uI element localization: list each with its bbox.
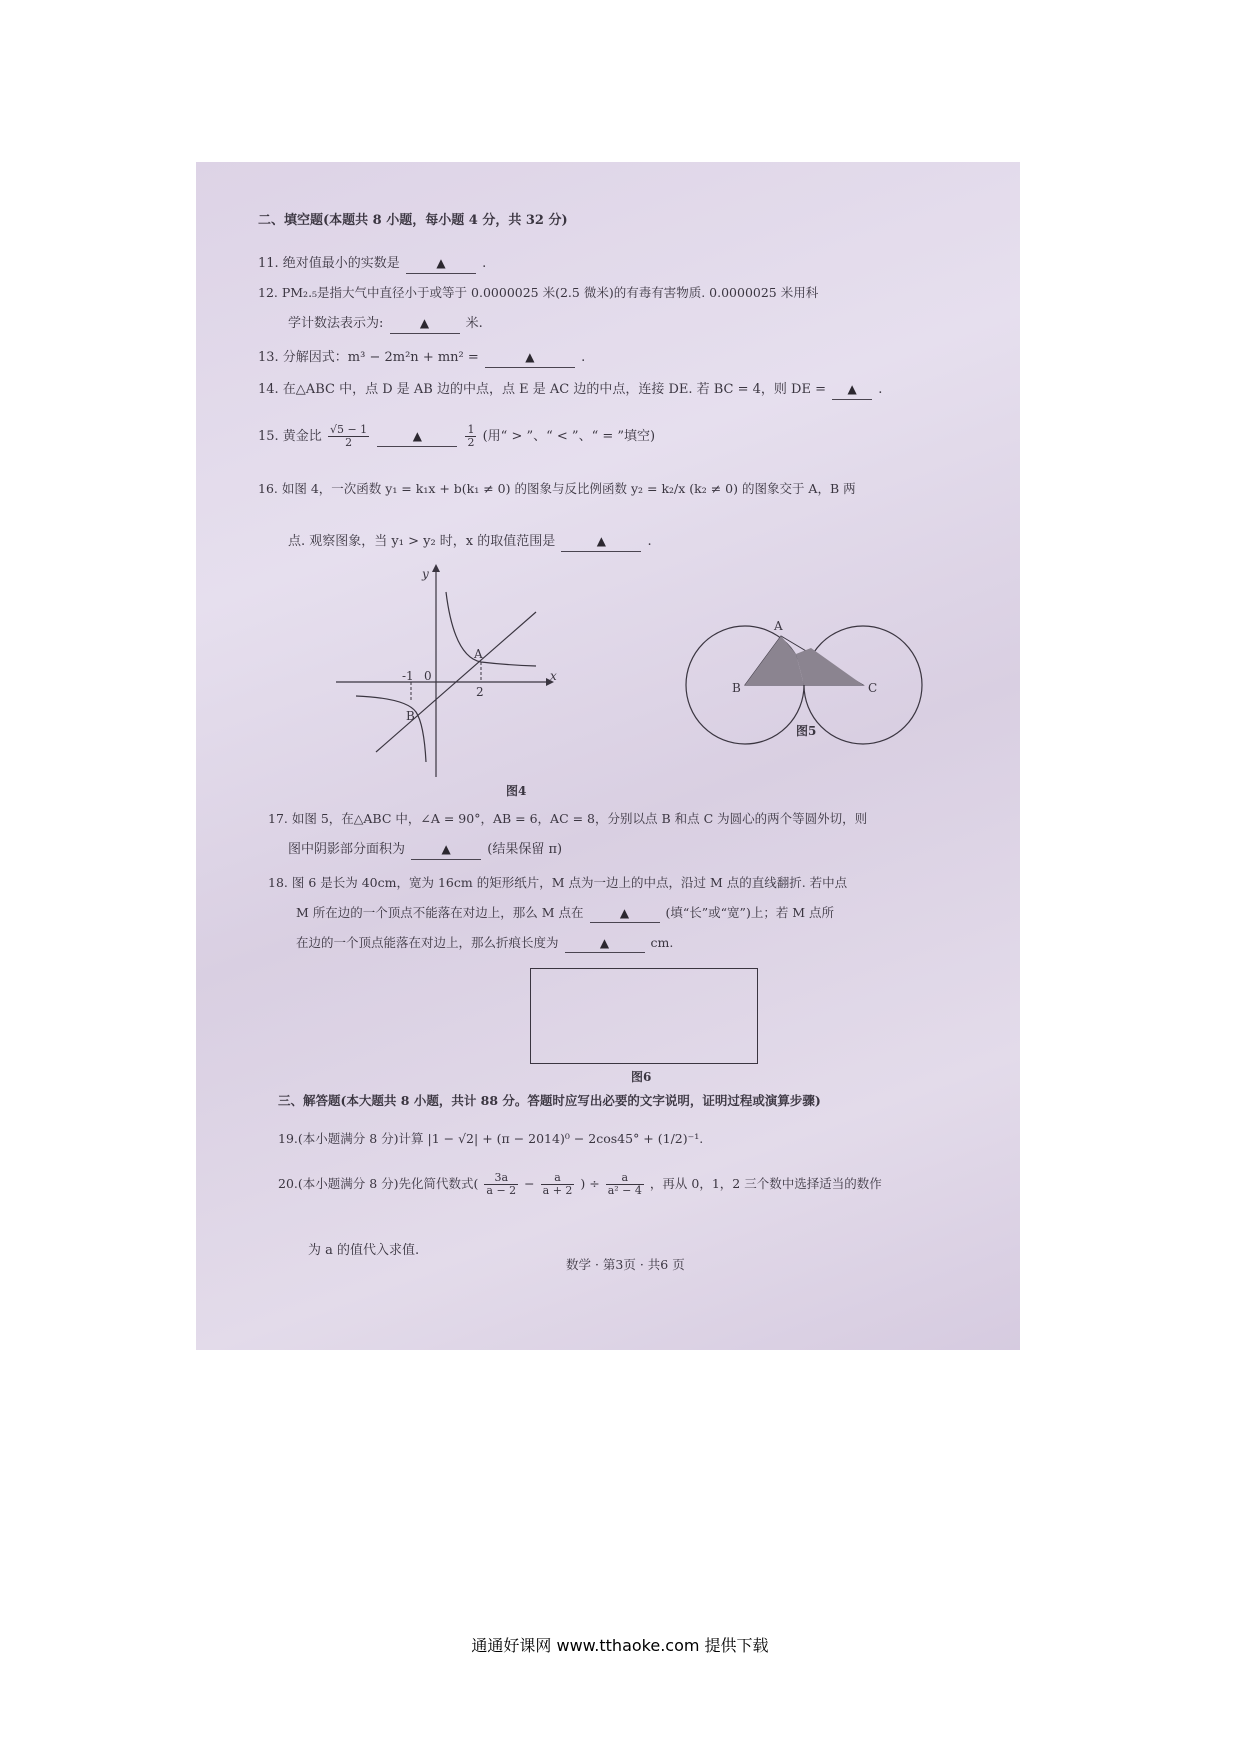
question-16-line2: 点. 观察图象，当 y₁ > y₂ 时，x 的取值范围是 ▲ . bbox=[288, 532, 652, 552]
question-12-line1: 12. PM₂.₅是指大气中直径小于或等于 0.0000025 米(2.5 微米)的有毒有害物质. 0.0000025 米用科 bbox=[258, 285, 819, 300]
y-axis-label: y bbox=[422, 567, 429, 581]
figure-4-caption: 图4 bbox=[506, 784, 527, 798]
exam-page-photo bbox=[196, 162, 1020, 1350]
answer-blank: ▲ bbox=[411, 840, 481, 860]
point-b-label: B bbox=[406, 709, 415, 723]
question-11: 11. 绝对值最小的实数是 ▲ . bbox=[258, 254, 486, 274]
hyperbola-branch-negative bbox=[356, 696, 426, 762]
question-18-line3: 在边的一个顶点能落在对边上，那么折痕长度为 ▲ cm. bbox=[296, 934, 673, 953]
figure-4-graph bbox=[336, 562, 576, 782]
answer-blank: ▲ bbox=[565, 934, 645, 953]
tick-label-neg1: -1 bbox=[402, 669, 414, 683]
point-b-label: B bbox=[732, 681, 741, 695]
question-17-line2: 图中阴影部分面积为 ▲ (结果保留 π) bbox=[288, 840, 562, 860]
figure-5-circles bbox=[686, 612, 926, 762]
question-16-line1: 16. 如图 4，一次函数 y₁ = k₁x + b(k₁ ≠ 0) 的图象与反比例函数 y₂ = k₂/x (k₂ ≠ 0) 的图象交于 A，B 两 bbox=[258, 481, 856, 496]
figure-6-caption: 图6 bbox=[631, 1070, 652, 1084]
point-c-label: C bbox=[868, 681, 878, 695]
answer-blank: ▲ bbox=[485, 348, 575, 368]
page-number: 数学 · 第3页 · 共6 页 bbox=[566, 1257, 685, 1272]
origin-label: 0 bbox=[424, 669, 432, 683]
question-13: 13. 分解因式：m³ − 2m²n + mn² = ▲ . bbox=[258, 348, 585, 368]
answer-blank: ▲ bbox=[561, 532, 641, 552]
q11-text: 11. 绝对值最小的实数是 bbox=[258, 256, 400, 271]
answer-blank: ▲ bbox=[590, 904, 660, 923]
question-18-line2: M 所在边的一个顶点不能落在对边上，那么 M 点在 ▲ (填“长”或“宽”)上；若 M 点所 bbox=[296, 904, 834, 923]
figure-5-caption: 图5 bbox=[796, 724, 817, 738]
point-a-label: A bbox=[774, 619, 783, 633]
golden-ratio-fraction: $\frac{√5 - 1}{2}$ bbox=[329, 423, 368, 449]
figure-6-rectangle bbox=[530, 968, 758, 1064]
y-axis-arrow bbox=[432, 564, 440, 572]
tick-label-2: 2 bbox=[476, 685, 484, 699]
point-a-label: A bbox=[474, 647, 483, 661]
question-20-line1: 20.(本小题满分 8 分)先化简代数式( $\frac{3a}{a - 2}$ − $\frac{a}{a + 2}$ ) ÷ $\frac{a}{\text{a² − 4}}$ ，再从 0，1，2 三个数中选择适当的数作 bbox=[278, 1171, 882, 1197]
footer-credit: 通通好课网 www.tthaoke.com 提供下载 bbox=[471, 1636, 769, 1655]
question-20-line2: 为 a 的值代入求值. bbox=[308, 1243, 420, 1258]
question-19: 19.(本小题满分 8 分)计算 |1 − √2| + (π − 2014)⁰ − 2cos45° + (1/2)⁻¹. bbox=[278, 1131, 704, 1146]
section3-header: 三、解答题(本大题共 8 小题，共计 88 分。答题时应写出必要的文字说明，证明过程或演算步骤) bbox=[278, 1093, 821, 1108]
shaded-sector-b bbox=[745, 636, 804, 685]
hyperbola-branch-positive bbox=[446, 592, 536, 666]
answer-blank: ▲ bbox=[832, 380, 872, 400]
question-17-line1: 17. 如图 5，在△ABC 中，∠A = 90°，AB = 6，AC = 8，分别以点 B 和点 C 为圆心的两个等圆外切，则 bbox=[268, 811, 868, 826]
question-18-line1: 18. 图 6 是长为 40cm，宽为 16cm 的矩形纸片，M 点为一边上的中点，沿过 M 点的直线翻折. 若中点 bbox=[268, 875, 848, 890]
answer-blank: ▲ bbox=[390, 314, 460, 334]
half-fraction: $\frac{1}{2}$ bbox=[467, 423, 475, 449]
shaded-sector-c bbox=[796, 648, 863, 685]
question-12-line2: 学计数法表示为: ▲ 米. bbox=[288, 314, 483, 334]
question-15: 15. 黄金比 $\frac{√5 - 1}{2}$ ▲ $\frac{1}{2}$ (用“ > ”、“ < ”、“ = ”填空) bbox=[258, 423, 656, 449]
section2-header: 二、填空题(本题共 8 小题，每小题 4 分，共 32 分) bbox=[258, 213, 568, 228]
question-14: 14. 在△ABC 中，点 D 是 AB 边的中点，点 E 是 AC 边的中点，连接 DE. 若 BC = 4，则 DE = ▲ . bbox=[258, 380, 882, 400]
answer-blank: ▲ bbox=[377, 427, 457, 447]
answer-blank: ▲ bbox=[406, 254, 476, 274]
x-axis-label: x bbox=[550, 669, 557, 683]
